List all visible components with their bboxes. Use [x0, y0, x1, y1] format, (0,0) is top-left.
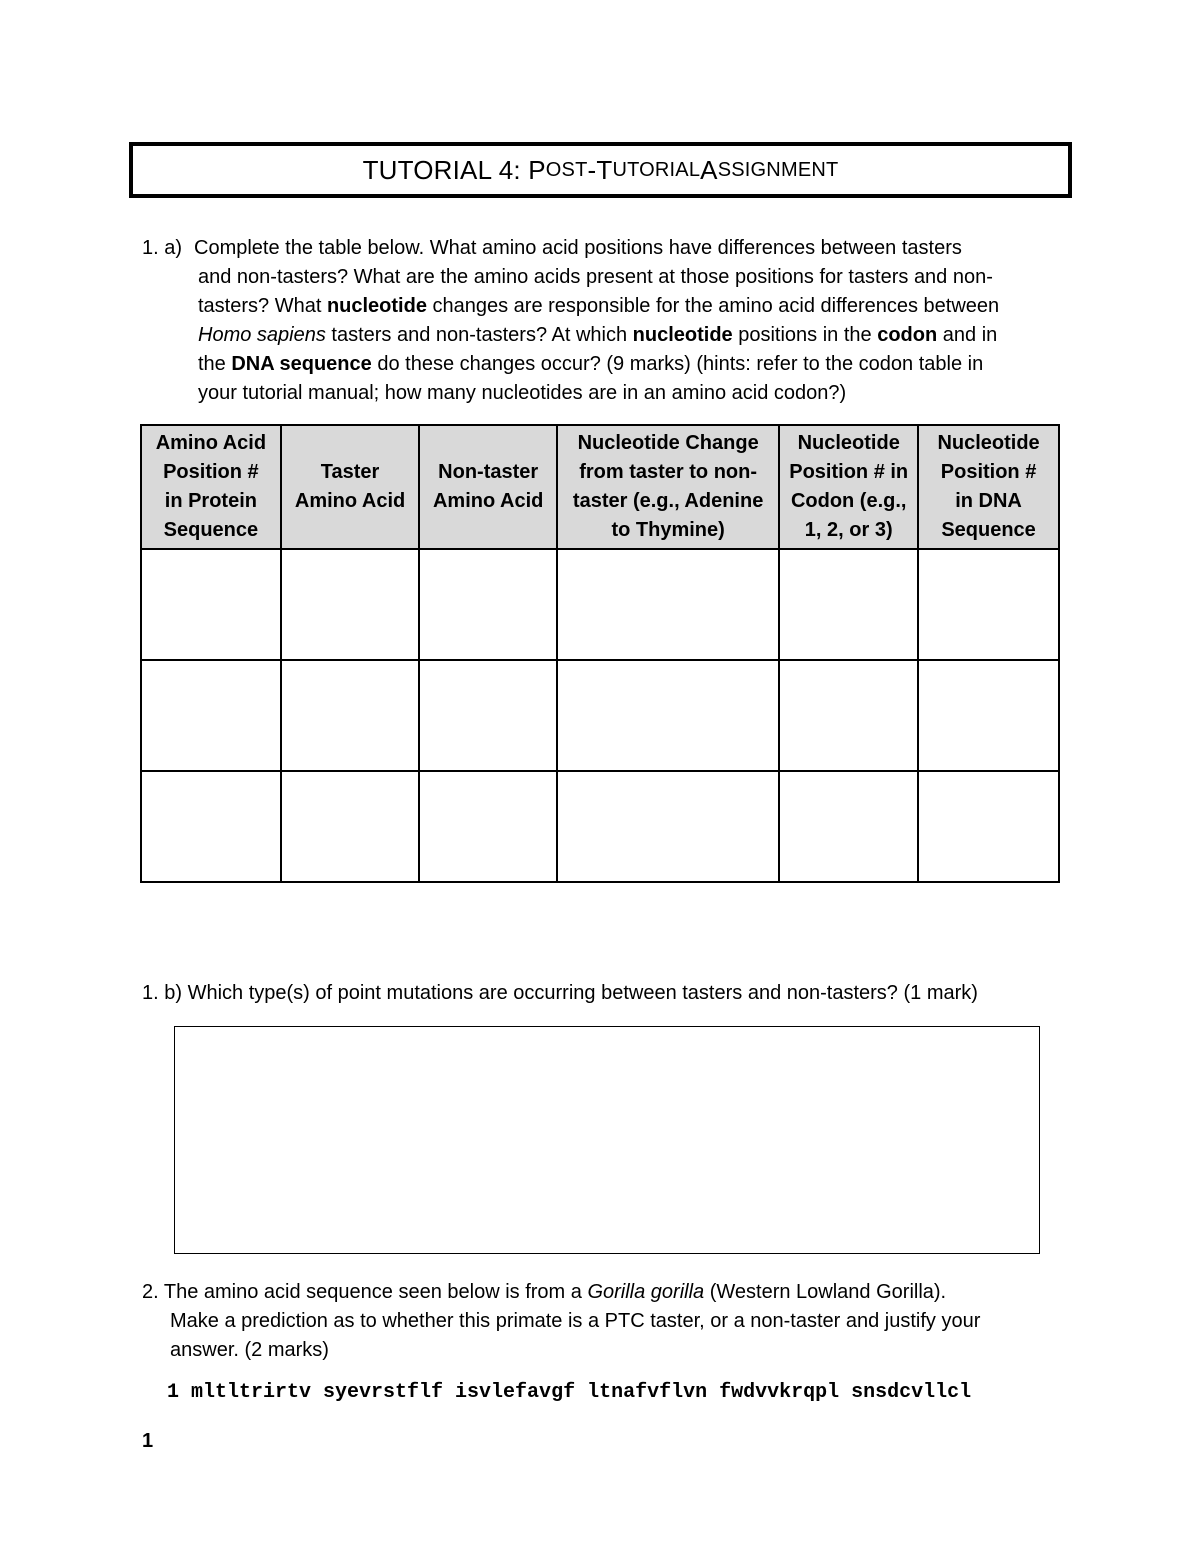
- table-cell[interactable]: [141, 660, 281, 771]
- table-cell[interactable]: [918, 771, 1059, 882]
- table-cell[interactable]: [281, 660, 420, 771]
- table-cell[interactable]: [281, 771, 420, 882]
- table-cell[interactable]: [419, 771, 557, 882]
- header-codon-position: Nucleotide Position # in Codon (e.g., 1, 2, or 3): [779, 425, 918, 549]
- table-cell[interactable]: [419, 549, 557, 660]
- page-number: 1: [142, 1430, 154, 1452]
- table-cell[interactable]: [918, 549, 1059, 660]
- table-cell[interactable]: [918, 660, 1059, 771]
- question-1b: 1. b) Which type(s) of point mutations are occurring between tasters and non-tasters? (1 mark): [142, 982, 978, 1004]
- header-nucleotide-change: Nucleotide Change from taster to non- taster (e.g., Adenine to Thymine): [557, 425, 779, 549]
- table-cell[interactable]: [141, 549, 281, 660]
- page-title: TUTORIAL 4: P OST -T UTORIAL A SSIGNMENT: [129, 142, 1072, 198]
- table-cell[interactable]: [419, 660, 557, 771]
- answer-table: [140, 424, 1060, 883]
- table-cell[interactable]: [779, 771, 918, 882]
- header-non-taster-amino-acid: Non-taster Amino Acid: [419, 425, 557, 549]
- amino-acid-sequence: 1 mltltrirtv syevrstflf isvlefavgf ltnafvflvn fwdvvkrqpl snsdcvllcl: [167, 1381, 972, 1404]
- table-cell[interactable]: [557, 549, 779, 660]
- header-dna-position: Nucleotide Position # in DNA Sequence: [918, 425, 1059, 549]
- answer-box-1b[interactable]: [174, 1026, 1040, 1254]
- table-row: [141, 549, 1059, 660]
- table-cell[interactable]: [779, 549, 918, 660]
- table-row: [141, 771, 1059, 882]
- table-row: [141, 660, 1059, 771]
- table-cell[interactable]: [557, 771, 779, 882]
- question-1a: 1. a) Complete the table below. What amino acid positions have differences between tasters and non-tasters? What are the amino acids present at those positions for tasters and non- tasters? What nucleotide changes are responsible for the amino acid differences between Homo sapiens tasters and non-tasters? At which nucleotide positions in the codon and in the DNA sequence do these changes occur? (9 marks) (hints: refer to the codon table in your tutorial manual; how many nucleotides are in an amino acid codon?): [142, 237, 1000, 404]
- header-taster-amino-acid: Taster Amino Acid: [281, 425, 420, 549]
- header-amino-acid-position: Amino Acid Position # in Protein Sequence: [141, 425, 281, 549]
- table-cell[interactable]: [281, 549, 420, 660]
- table-cell[interactable]: [141, 771, 281, 882]
- table-cell[interactable]: [557, 660, 779, 771]
- question-2: 2. The amino acid sequence seen below is from a Gorilla gorilla (Western Lowland Gorilla). Make a prediction as to whether this primate is a PTC taster, or a non-taster and justify your answer. (2 marks): [142, 1281, 981, 1361]
- table-cell[interactable]: [779, 660, 918, 771]
